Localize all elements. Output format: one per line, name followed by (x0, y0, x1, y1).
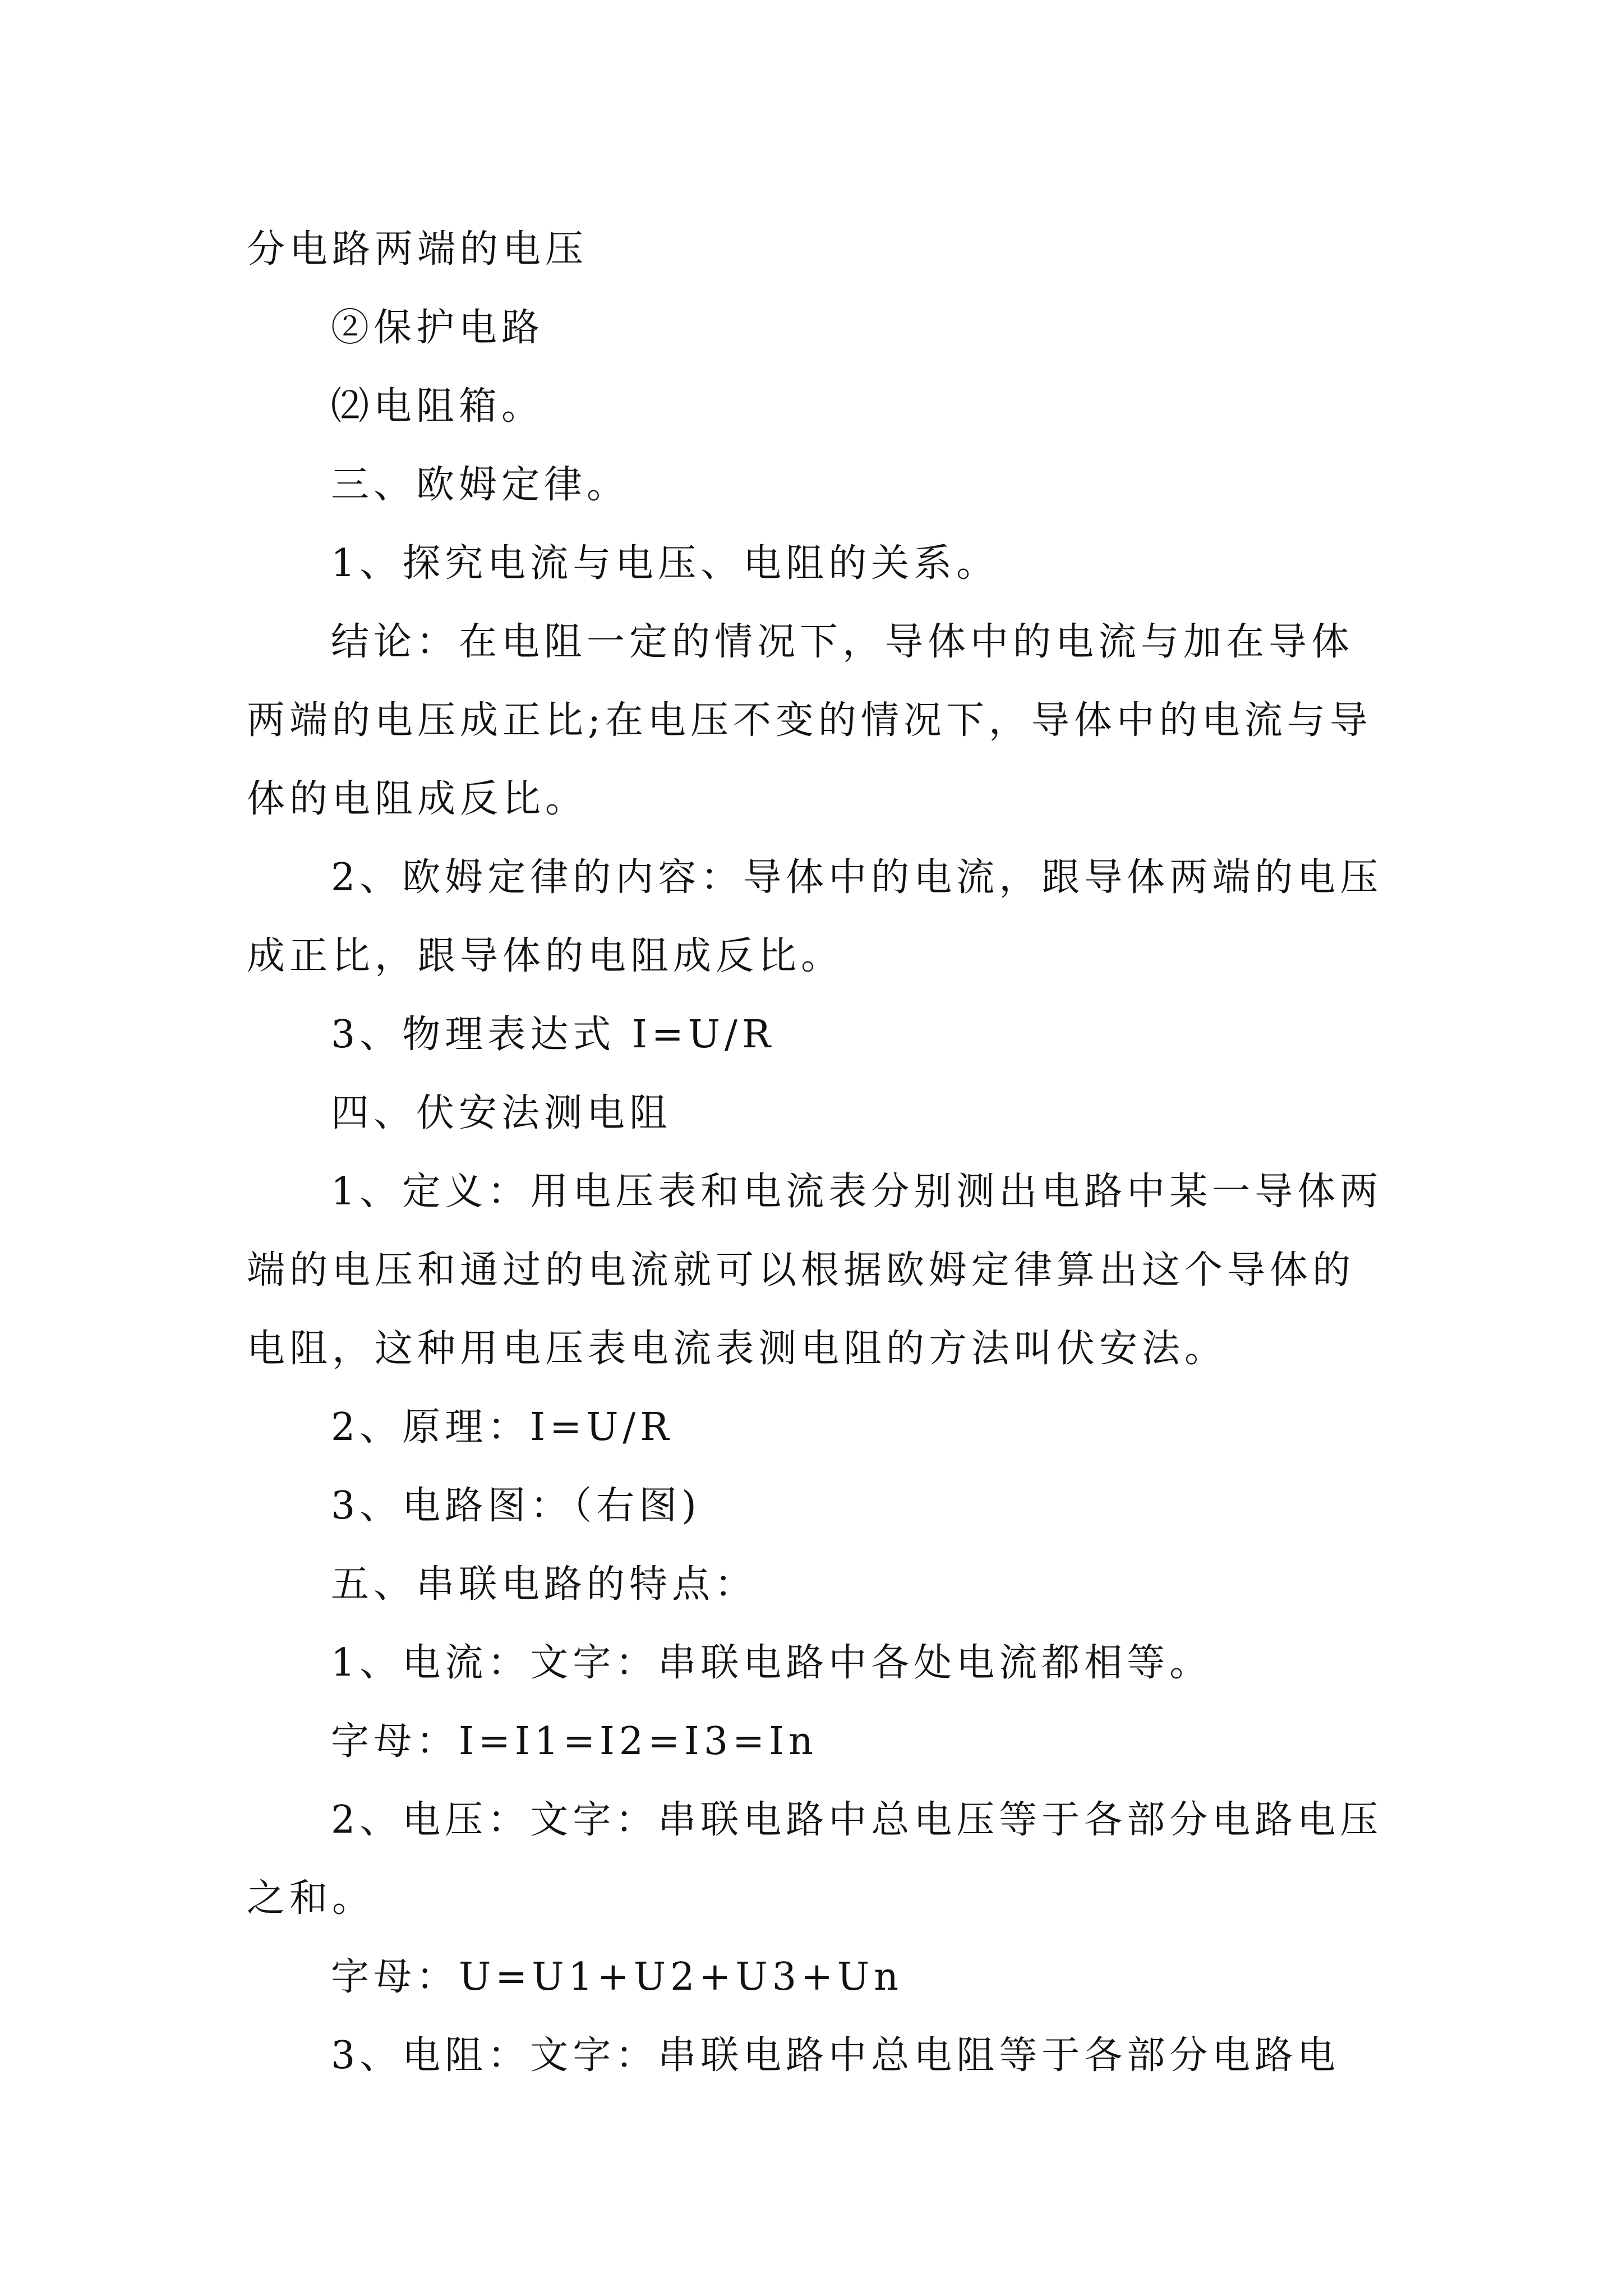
paragraph: 3、电路图：（右图) (331, 1484, 701, 1528)
paragraph: 1、电流：文字：串联电路中各处电流都相等。 (331, 1641, 1212, 1685)
paragraph: 2、原理：I=U/R (331, 1405, 674, 1450)
paragraph: ②保护电路 (331, 306, 545, 350)
section-heading: 三、欧姆定律。 (331, 463, 630, 507)
paragraph: 2、电压：文字：串联电路中总电压等于各部分电路电压之和。 (247, 1798, 1383, 1921)
paragraph: 字母：U=U1+U2+U3+Un (331, 1955, 903, 1999)
paragraph: 字母：I=I1=I2=I3=In (331, 1719, 818, 1764)
paragraph: 3、电阻：文字：串联电路中总电阻等于各部分电路电 (331, 2033, 1340, 2078)
paragraph: 分电路两端的电压 (247, 227, 588, 272)
section-heading: 四、伏安法测电阻 (331, 1091, 672, 1135)
section-heading: 五、串联电路的特点： (331, 1562, 758, 1607)
document-body (247, 210, 1391, 2095)
paragraph: 2、欧姆定律的内容：导体中的电流，跟导体两端的电压成正比，跟导体的电阻成反比。 (247, 855, 1383, 978)
paragraph: 1、定义：用电压表和电流表分别测出电路中某一导体两端的电压和通过的电流就可以根据欧姆定律算出这个导体的电阻，这种用电压表电流表测电阻的方法叫伏安法。 (247, 1170, 1383, 1371)
paragraph: ⑵电阻箱。 (331, 384, 545, 429)
paragraph: 结论：在电阻一定的情况下，导体中的电流与加在导体两端的电压成正比;在电压不变的情况下，导体中的电流与导体的电阻成反比。 (247, 620, 1372, 821)
paragraph: 1、探究电流与电压、电阻的关系。 (331, 541, 999, 586)
paragraph: 3、物理表达式 I=U/R (331, 1013, 776, 1057)
